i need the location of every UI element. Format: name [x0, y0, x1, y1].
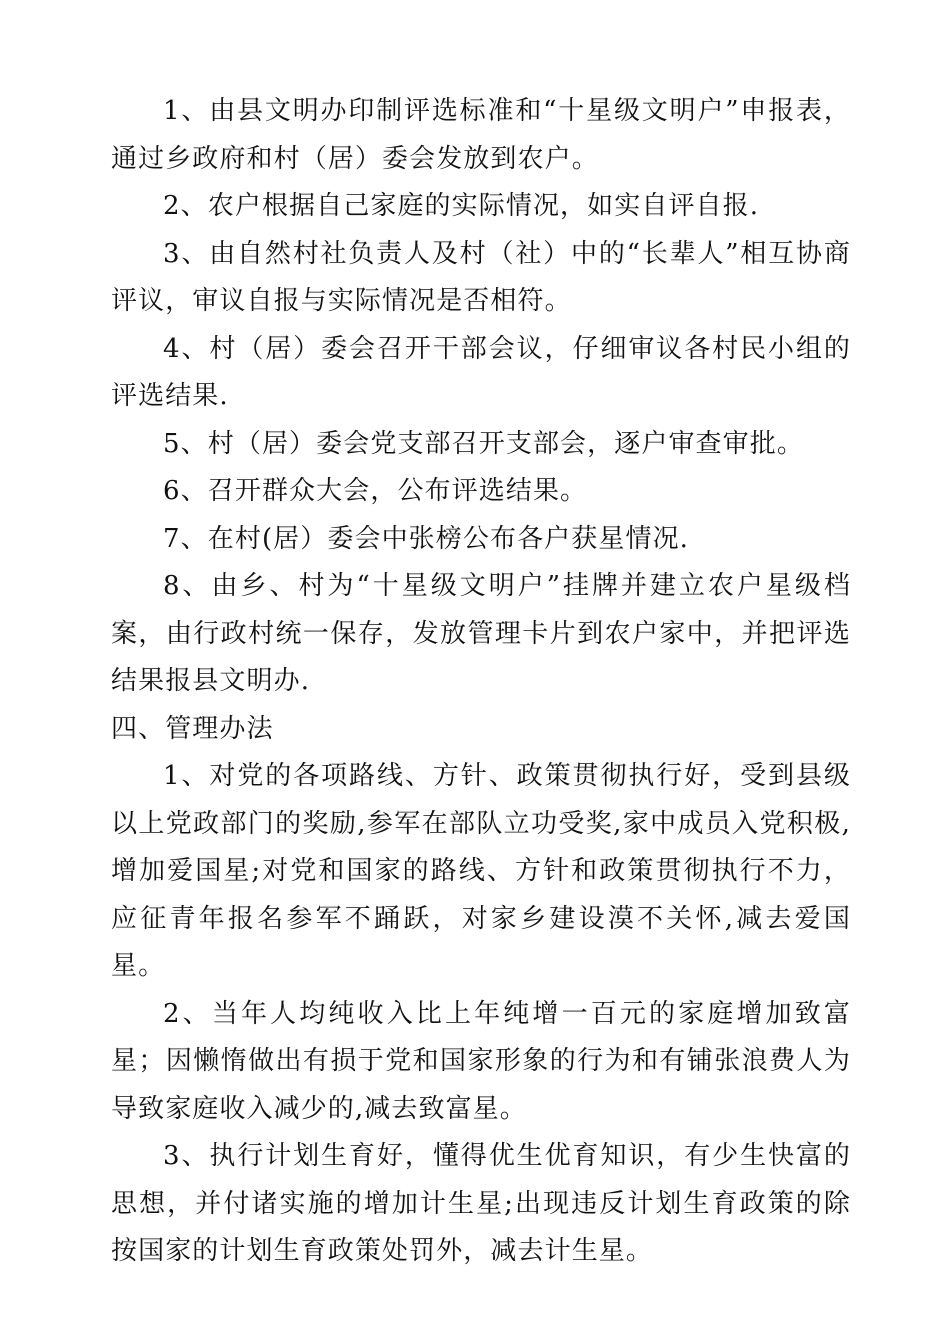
paragraph-rule-2: 2、当年人均纯收入比上年纯增一百元的家庭增加致富星；因懒惰做出有损于党和国家形象的行为和有铺张浪费人为导致家庭收入减少的,减去致富星。	[111, 998, 851, 1124]
paragraph-step-2: 2、农户根据自己家庭的实际情况，如实自评自报.	[163, 191, 760, 221]
paragraph-rule-1: 1、对党的各项路线、方针、政策贯彻执行好，受到县级以上党政部门的奖励,参军在部队立功受奖,家中成员入党积极,增加爱国星;对党和国家的路线、方针和政策贯彻执行不力，应征青年报名参军不踊跃，对家乡建设漠不关怀,减去爱国星。	[111, 761, 851, 981]
paragraph-step-7: 7、在村(居）委会中张榜公布各户获星情况.	[163, 523, 690, 554]
document-body	[111, 88, 851, 1276]
paragraph-step-1: 1、由县文明办印制评选标准和“十星级文明户”申报表，通过乡政府和村（居）委会发放到农户。	[111, 96, 851, 174]
paragraph-step-8: 8、由乡、村为“十星级文明户”挂牌并建立农户星级档案，由行政村统一保存，发放管理卡片到农户家中，并把评选结果报县文明办.	[111, 571, 851, 696]
section-heading: 四、管理办法	[111, 713, 274, 744]
paragraph-step-6: 6、召开群众大会，公布评选结果。	[163, 476, 588, 506]
paragraph-step-5: 5、村（居）委会党支部召开支部会，逐户审查审批。	[163, 428, 804, 459]
paragraph-step-4: 4、村（居）委会召开干部会议，仔细审议各村民小组的评选结果.	[111, 333, 851, 411]
paragraph-step-3: 3、由自然村社负责人及村（社）中的“长辈人”相互协商评议，审议自报与实际情况是否相符。	[111, 238, 851, 316]
paragraph-rule-3: 3、执行计划生育好，懂得优生优育知识，有少生快富的思想，并付诸实施的增加计生星;出现违反计划生育政策的除按国家的计划生育政策处罚外，减去计生星。	[111, 1141, 851, 1266]
